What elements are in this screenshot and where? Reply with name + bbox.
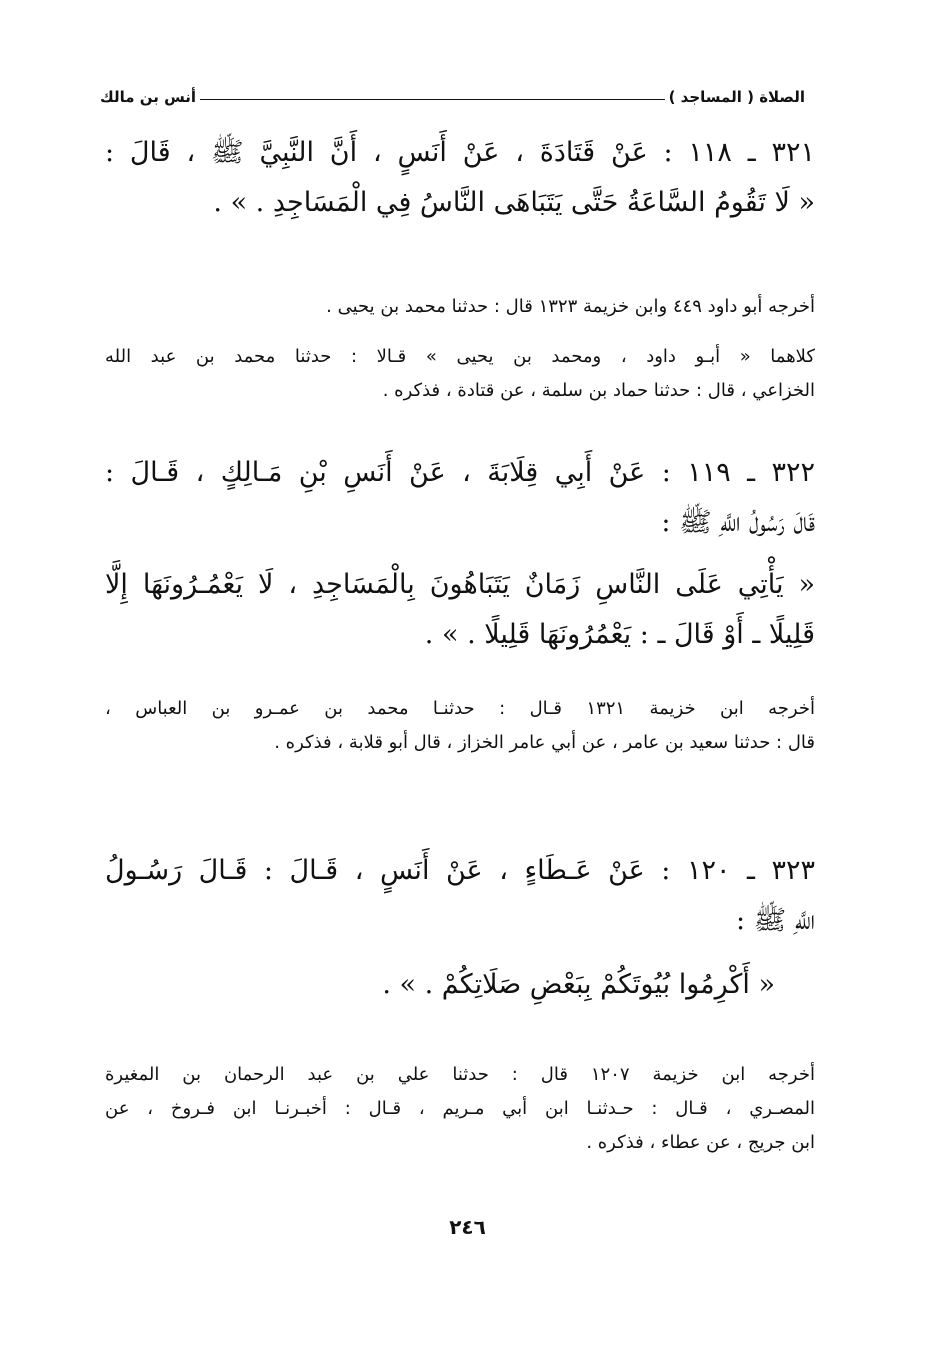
takhrij-line: المصـري ، قـال : حـدثنـا ابن أبي مـريم ، قـال : أخبـرنـا ابن فـروخ ، عن <box>105 1098 815 1119</box>
hadith-line: ٣٢١ ـ ١١٨ : عَنْ قَتَادَةَ ، عَنْ أَنَسٍ ، أَنَّ النَّبِيَّ ﷺ ، قَالَ : <box>105 137 815 168</box>
takhrij-line: قال : حدثنا سعيد بن عامر ، عن أبي عامر الخزاز ، قال أبو قلابة ، فذكره . <box>274 732 815 753</box>
takhrij-322 <box>105 692 815 760</box>
hadith-322 <box>105 448 815 660</box>
hadith-321 <box>105 128 815 228</box>
takhrij-line: أخرجه ابن خزيمة ١٣٢١ قـال : حدثنـا محمد بن عمـرو بن العباس ، <box>105 698 815 719</box>
page-number: ٢٤٦ <box>449 1215 486 1239</box>
hadith-line: « لَا تَقُومُ السَّاعَةُ حَتَّى يَتَبَاهَى النَّاسُ فِي الْمَسَاجِدِ . » . <box>213 187 815 218</box>
hadith-line: اللَّهِ ﷺ : <box>735 905 815 936</box>
takhrij-321 <box>105 290 815 408</box>
takhrij-line: الخزاعي ، قال : حدثنا حماد بن سلمة ، عن قتادة ، فذكره . <box>382 380 815 401</box>
header-chapter-title: الصلاة ( المساجد ) <box>668 88 805 106</box>
takhrij-323 <box>105 1058 815 1160</box>
hadith-line: ٣٢٣ ـ ١٢٠ : عَنْ عَـطَاءٍ ، عَنْ أَنَسٍ ، قَـالَ : قَـالَ رَسُـولُ <box>105 855 815 886</box>
hadith-323 <box>105 846 815 1010</box>
running-header <box>100 78 805 106</box>
hadith-line: قَالَ رَسُولُ اللَّهِ ﷺ : <box>661 507 815 538</box>
takhrij-line: ابن جريج ، عن عطاء ، فذكره . <box>586 1132 815 1153</box>
hadith-line: قَلِيلًا ـ أَوْ قَالَ ـ : يَعْمُرُونَهَا قَلِيلًا . » . <box>424 619 815 650</box>
takhrij-line: أخرجه أبو داود ٤٤٩ وابن خزيمة ١٣٢٣ قال : حدثنا محمد بن يحيى . <box>326 296 815 317</box>
header-narrator-title: أنس بن مالك <box>100 88 197 106</box>
takhrij-line: أخرجه ابن خزيمة ١٢٠٧ قال : حدثنا علي بن عبد الرحمان بن المغيرة <box>105 1064 815 1085</box>
header-rule <box>200 99 665 100</box>
takhrij-line: كلاهما « أبـو داود ، ومحمد بن يحيى » قـالا : حدثنا محمد بن عبد الله <box>105 346 815 367</box>
hadith-line: « يَأْتِي عَلَى النَّاسِ زَمَانٌ يَتَبَاهُونَ بِالْمَسَاجِدِ ، لَا يَعْمُـرُونَهَا إِلَّا <box>105 569 815 600</box>
hadith-line: « أَكْرِمُوا بُيُوتَكُمْ بِبَعْضِ صَلَاتِكُمْ . » . <box>382 969 775 1000</box>
hadith-line: ٣٢٢ ـ ١١٩ : عَنْ أَبِي قِلَابَةَ ، عَنْ أَنَسِ بْنِ مَـالِكٍ ، قَـالَ : <box>105 457 816 488</box>
